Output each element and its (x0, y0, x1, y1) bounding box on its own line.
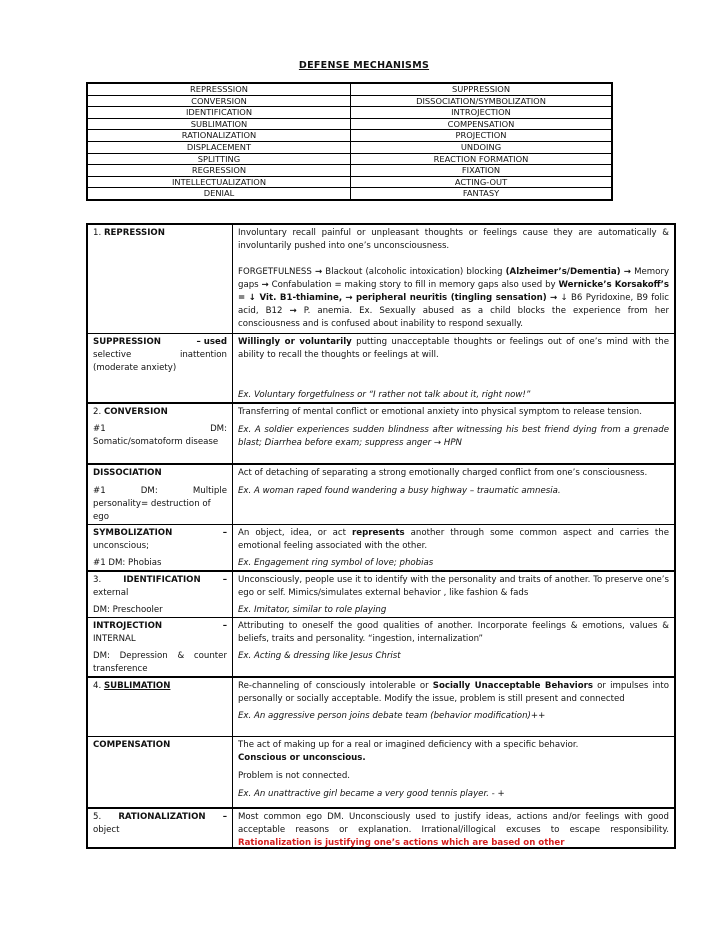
example-text: Ex. An unattractive girl became a very good tennis player. - + (238, 789, 505, 799)
example-text: Ex. Voluntary forgetfulness or “I rather not talk about it, right now!” (238, 390, 531, 400)
mechanism-row (87, 176, 612, 188)
table-row (87, 403, 675, 464)
term-name: REPRESSION (103, 228, 165, 238)
definition-text: Re-channeling of consciously intolerable or Socially Unacceptable Behaviors or impulses into personally or socially acceptable. Modify the issue, problem is still present and connected (238, 681, 669, 704)
mechanism-cell: REPRESSSION (87, 83, 351, 95)
term-name: INTROJECTION (93, 621, 163, 631)
mechanism-cell: ACTING-OUT (351, 176, 613, 188)
mechanism-cell: DISSOCIATION/SYMBOLIZATION (351, 95, 613, 107)
term-name: RATIONALIZATION (118, 812, 206, 822)
definition-text: Involuntary recall painful or unpleasant thoughts or feelings cause they are automatically & involuntarily pushed into one’s unconsciousness. (238, 228, 669, 251)
term-cell (87, 224, 233, 334)
table-row (87, 571, 675, 618)
mechanism-row (87, 141, 612, 153)
term-name: CONVERSION (103, 407, 168, 417)
definition-text: Act of detaching of separating a strong emotionally charged conflict from one’s consciousness. (238, 468, 648, 478)
example-text: Ex. A soldier experiences sudden blindness after witnessing his best friend dying from a grenade blast; Diarrhea before exam; suppress anger → HPN (238, 425, 669, 448)
term-name: SYMBOLIZATION (93, 528, 173, 538)
term-name: SUPPRESSION (93, 337, 161, 347)
mechanism-cell: DENIAL (87, 188, 351, 200)
table-row (87, 224, 675, 334)
example-text: Ex. An aggressive person joins debate team (behavior modification)++ (238, 711, 546, 721)
definition-text: Unconsciously, people use it to identify with the personality and traits of another. To preserve one’s ego or self. Mimics/simulates external behavior , like fashion & fads (238, 575, 669, 598)
mechanism-cell: INTROJECTION (351, 107, 613, 119)
table-row (87, 737, 675, 809)
term-cell: 3. IDENTIFICATION – external DM: Preschooler (87, 571, 233, 618)
mechanism-cell: INTELLECTUALIZATION (87, 176, 351, 188)
term-cell: 5. RATIONALIZATION – object (87, 808, 233, 848)
mechanism-cell: SUPPRESSION (351, 83, 613, 95)
example-text: Ex. Imitator, similar to role playing (238, 605, 387, 615)
mechanism-cell: IDENTIFICATION (87, 107, 351, 119)
mechanism-cell: COMPENSATION (351, 118, 613, 130)
term-cell: DISSOCIATION #1 DM: Multiple personality= destruction of ego (87, 464, 233, 525)
term-cell: INTROJECTION – INTERNAL DM: Depression & counter transference (87, 618, 233, 678)
term-name: DISSOCIATION (93, 468, 162, 478)
mechanism-row (87, 107, 612, 119)
mechanism-cell: FANTASY (351, 188, 613, 200)
mechanism-row (87, 83, 612, 95)
term-name: COMPENSATION (93, 740, 171, 750)
term-number: 1. (93, 228, 102, 238)
table-row (87, 618, 675, 678)
definitions-table (86, 223, 676, 849)
page-title: DEFENSE MECHANISMS (298, 60, 430, 71)
mechanism-row (87, 118, 612, 130)
mechanism-cell: SPLITTING (87, 153, 351, 165)
table-row (87, 525, 675, 572)
term-cell: 4. SUBLIMATION (87, 677, 233, 737)
definition-text: The act of making up for a real or imagined deficiency with a specific behavior. (238, 740, 579, 750)
table-row (87, 808, 675, 848)
mechanism-row (87, 95, 612, 107)
term-cell: SUPPRESSION – used selective inattention (moderate anxiety) (87, 334, 233, 404)
mechanism-row (87, 165, 612, 177)
definition-cell (233, 525, 676, 572)
mechanism-cell: CONVERSION (87, 95, 351, 107)
definition-text: Attributing to oneself the good qualities of another. Incorporate feelings & emotions, values & beliefs, traits and personality. “ingestion, internalization” (238, 621, 669, 644)
table-row (87, 464, 675, 525)
example-text: Ex. A woman raped found wandering a busy highway – traumatic amnesia. (238, 486, 561, 496)
term-cell (87, 737, 233, 809)
example-text: Ex. Engagement ring symbol of love; phobias (238, 558, 434, 568)
definition-cell (233, 618, 676, 678)
mechanism-cell: FIXATION (351, 165, 613, 177)
definition-text: Most common ego DM. Unconsciously used to justify ideas, actions and/or feelings with good acceptable reasons or explanation. Irrational/illogical excuses to escape responsibility. Rationalization is justifying one’s actions which are based on other (238, 812, 669, 847)
term-cell: 2. CONVERSION #1 DM: Somatic/somatoform disease (87, 403, 233, 464)
mechanism-cell: DISPLACEMENT (87, 141, 351, 153)
table-row (87, 334, 675, 404)
example-text: Ex. Acting & dressing like Jesus Christ (238, 651, 401, 661)
term-name: IDENTIFICATION (123, 575, 201, 585)
definition-cell (233, 808, 676, 848)
definition-text: Transferring of mental conflict or emotional anxiety into physical symptom to release tension. (238, 407, 642, 417)
mechanism-row (87, 153, 612, 165)
definition-cell (233, 677, 676, 737)
mechanism-row (87, 188, 612, 200)
mechanism-cell: REACTION FORMATION (351, 153, 613, 165)
definition-cell (233, 403, 676, 464)
definition-text: Willingly or voluntarily putting unacceptable thoughts or feelings out of one’s mind with the ability to recall the thoughts or feelings at will. (238, 337, 669, 360)
mechanism-cell: PROJECTION (351, 130, 613, 142)
mechanism-cell: SUBLIMATION (87, 118, 351, 130)
definition-cell (233, 571, 676, 618)
forgetfulness-text: FORGETFULNESS → Blackout (alcoholic intoxication) blocking (Alzheimer’s/Dementia) → Memory gaps → Confabulation = making story to fill in memory gaps also used by Wernicke’s Korsakoff’s = ↓ Vit. B1-thiamine, → peripheral neuritis (tingling sensation) → ↓ B6 Pyridoxine, B9 folic acid, B12 → P. anemia. Ex. Sexually abused as a child blocks the experience from her consciousness and is confused about inability to respond sexually. (238, 267, 669, 329)
mechanism-row (87, 130, 612, 142)
term-name: SUBLIMATION (103, 681, 171, 691)
mechanism-cell: RATIONALIZATION (87, 130, 351, 142)
definition-text: An object, idea, or act represents another through some common aspect and carries the emotional feeling associated with the other. (238, 528, 669, 551)
term-cell: SYMBOLIZATION – unconscious; #1 DM: Phobias (87, 525, 233, 572)
definition-cell (233, 464, 676, 525)
mechanisms-table (86, 82, 613, 201)
definition-cell (233, 334, 676, 404)
definition-cell: The act of making up for a real or imagined deficiency with a specific behavior. Conscious or unconscious. Problem is not connected. Ex. An unattractive girl became a very good tennis player. - + (233, 737, 676, 809)
table-row (87, 677, 675, 737)
definition-cell (233, 224, 676, 334)
mechanism-cell: UNDOING (351, 141, 613, 153)
mechanism-cell: REGRESSION (87, 165, 351, 177)
